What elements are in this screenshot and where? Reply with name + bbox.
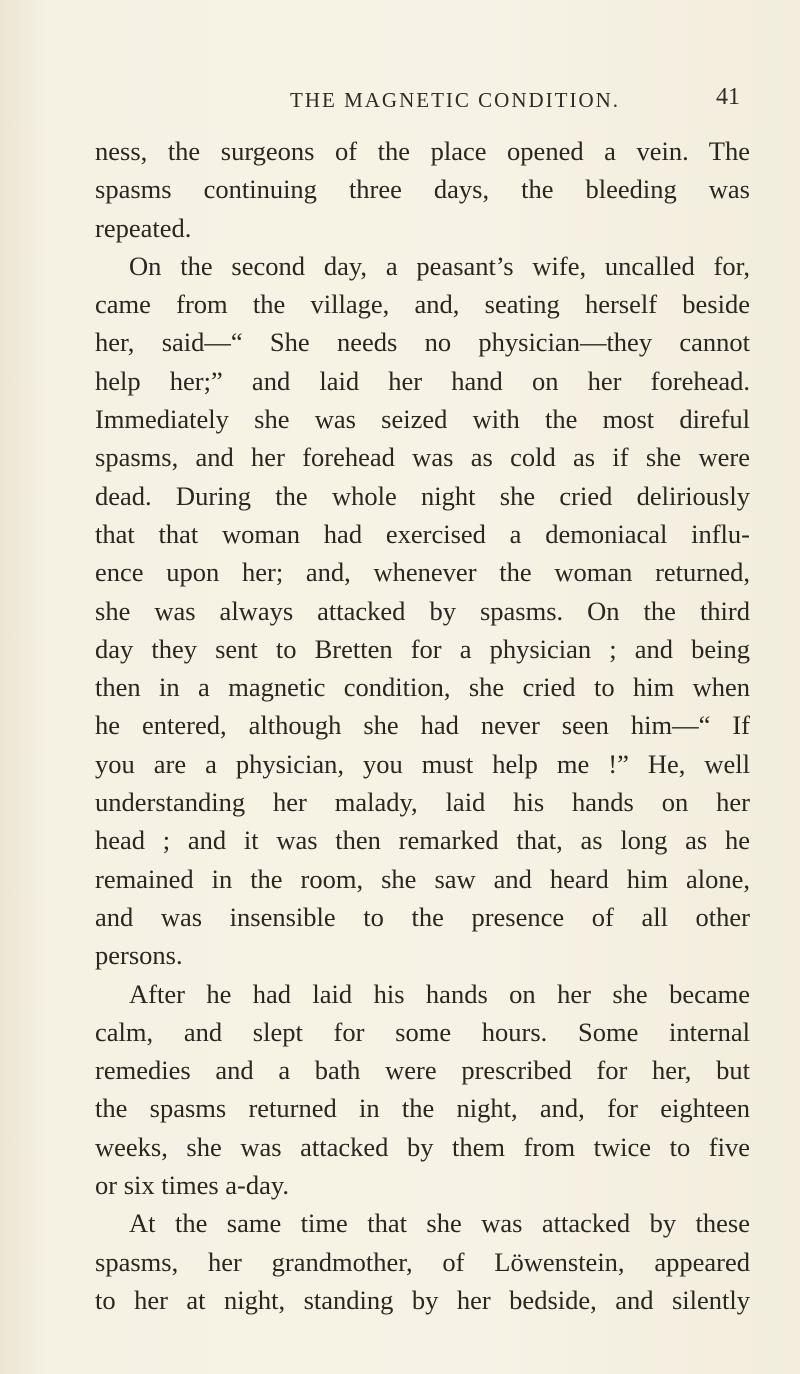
text-line: persons.: [95, 940, 183, 971]
text-line: day they sent to Bretten for a physician ; and being: [95, 633, 750, 664]
text-line: After he had laid his hands on her she became: [129, 978, 750, 1009]
body-text: [95, 132, 750, 1319]
text-line: that that woman had exercised a demoniacal influ-: [95, 518, 750, 549]
text-line: spasms, and her forehead was as cold as if she were: [95, 442, 750, 473]
text-line: spasms, her grandmother, of Löwenstein, appeared: [95, 1246, 750, 1277]
text-line: dead. During the whole night she cried deliriously: [95, 480, 750, 511]
text-line: spasms continuing three days, the bleeding was: [95, 174, 750, 205]
text-line: and was insensible to the presence of all other: [95, 901, 750, 932]
text-line: to her at night, standing by her bedside, and silently: [95, 1284, 750, 1315]
text-line: ence upon her; and, whenever the woman returned,: [95, 557, 750, 588]
text-line: he entered, although she had never seen him—“ If: [95, 710, 750, 741]
text-line: repeated.: [95, 212, 192, 243]
text-line: Immediately she was seized with the most direful: [95, 404, 750, 435]
text-line: calm, and slept for some hours. Some internal: [95, 1016, 750, 1047]
text-line: understanding her malady, laid his hands on her: [95, 787, 750, 818]
text-line: she was always attacked by spasms. On the third: [95, 595, 750, 626]
text-line: ness, the surgeons of the place opened a vein. The: [95, 136, 750, 166]
running-title: THE MAGNETIC CONDITION.: [290, 88, 621, 112]
text-line: help her;” and laid her hand on her forehead.: [95, 365, 750, 396]
text-line: weeks, she was attacked by them from twice to five: [95, 1131, 750, 1162]
text-line: the spasms returned in the night, and, for eighteen: [95, 1093, 750, 1124]
running-head: [0, 78, 800, 118]
text-line: At the same time that she was attacked by these: [129, 1208, 750, 1239]
text-line: came from the village, and, seating herself beside: [95, 289, 750, 320]
text-line: remained in the room, she saw and heard him alone,: [95, 863, 750, 894]
text-line: you are a physician, you must help me !” He, well: [95, 748, 750, 779]
text-line: her, said—“ She needs no physician—they cannot: [95, 327, 750, 358]
text-line: then in a magnetic condition, she cried to him when: [95, 672, 750, 703]
page-number: 41: [716, 84, 740, 110]
text-line: head ; and it was then remarked that, as long as he: [95, 825, 750, 856]
text-line: On the second day, a peasant’s wife, uncalled for,: [129, 250, 750, 281]
text-line: or six times a-day.: [95, 1170, 290, 1201]
text-line: remedies and a bath were prescribed for her, but: [95, 1055, 750, 1086]
